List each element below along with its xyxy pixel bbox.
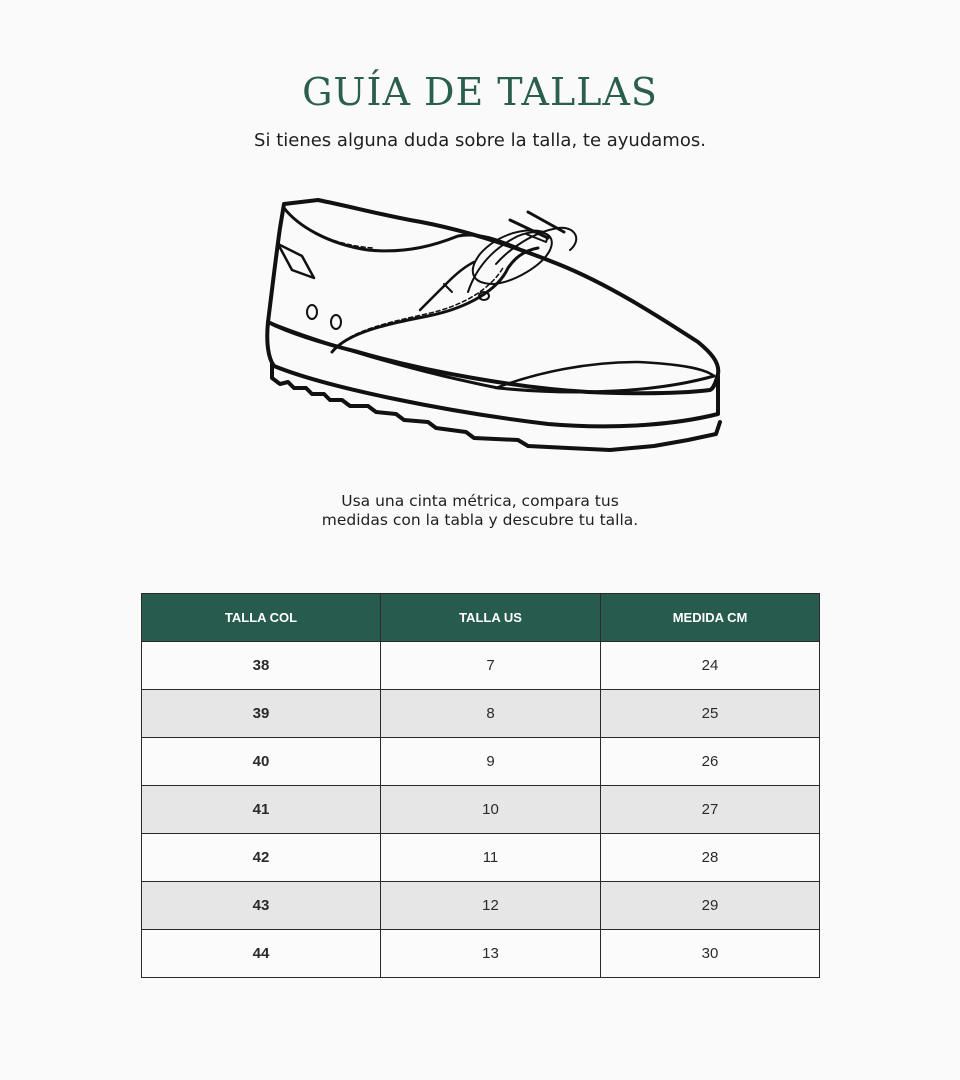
table-header-row bbox=[142, 594, 820, 642]
cell-talla-us: 13 bbox=[381, 930, 601, 978]
page-subtitle: Si tienes alguna duda sobre la talla, te ayudamos. bbox=[254, 130, 706, 151]
page-title: GUÍA DE TALLAS bbox=[302, 70, 658, 114]
cell-talla-us: 12 bbox=[381, 882, 601, 930]
cell-medida-cm: 25 bbox=[601, 690, 820, 738]
table-row bbox=[142, 834, 820, 882]
cell-medida-cm: 28 bbox=[601, 834, 820, 882]
table-row bbox=[142, 786, 820, 834]
cell-talla-col: 40 bbox=[142, 738, 381, 786]
table-row bbox=[142, 690, 820, 738]
size-chart-table bbox=[141, 593, 820, 978]
header-talla-us: TALLA US bbox=[381, 594, 601, 642]
cell-talla-us: 11 bbox=[381, 834, 601, 882]
cell-medida-cm: 24 bbox=[601, 642, 820, 690]
shoe-icon bbox=[258, 192, 728, 464]
table-row bbox=[142, 738, 820, 786]
table-row bbox=[142, 642, 820, 690]
cell-talla-us: 9 bbox=[381, 738, 601, 786]
cell-talla-col: 38 bbox=[142, 642, 381, 690]
cell-talla-col: 42 bbox=[142, 834, 381, 882]
cell-talla-col: 44 bbox=[142, 930, 381, 978]
cell-talla-us: 8 bbox=[381, 690, 601, 738]
cell-talla-us: 7 bbox=[381, 642, 601, 690]
cell-talla-col: 41 bbox=[142, 786, 381, 834]
instructions-line-2: medidas con la tabla y descubre tu talla. bbox=[321, 511, 639, 529]
cell-talla-col: 39 bbox=[142, 690, 381, 738]
cell-medida-cm: 26 bbox=[601, 738, 820, 786]
instructions-line-1: Usa una cinta métrica, compara tus bbox=[341, 492, 619, 510]
header-medida-cm: MEDIDA CM bbox=[601, 594, 820, 642]
cell-medida-cm: 29 bbox=[601, 882, 820, 930]
cell-talla-col: 43 bbox=[142, 882, 381, 930]
table-row bbox=[142, 930, 820, 978]
cell-talla-us: 10 bbox=[381, 786, 601, 834]
header-talla-col: TALLA COL bbox=[142, 594, 381, 642]
instructions-text bbox=[0, 492, 960, 530]
cell-medida-cm: 27 bbox=[601, 786, 820, 834]
cell-medida-cm: 30 bbox=[601, 930, 820, 978]
table-row bbox=[142, 882, 820, 930]
